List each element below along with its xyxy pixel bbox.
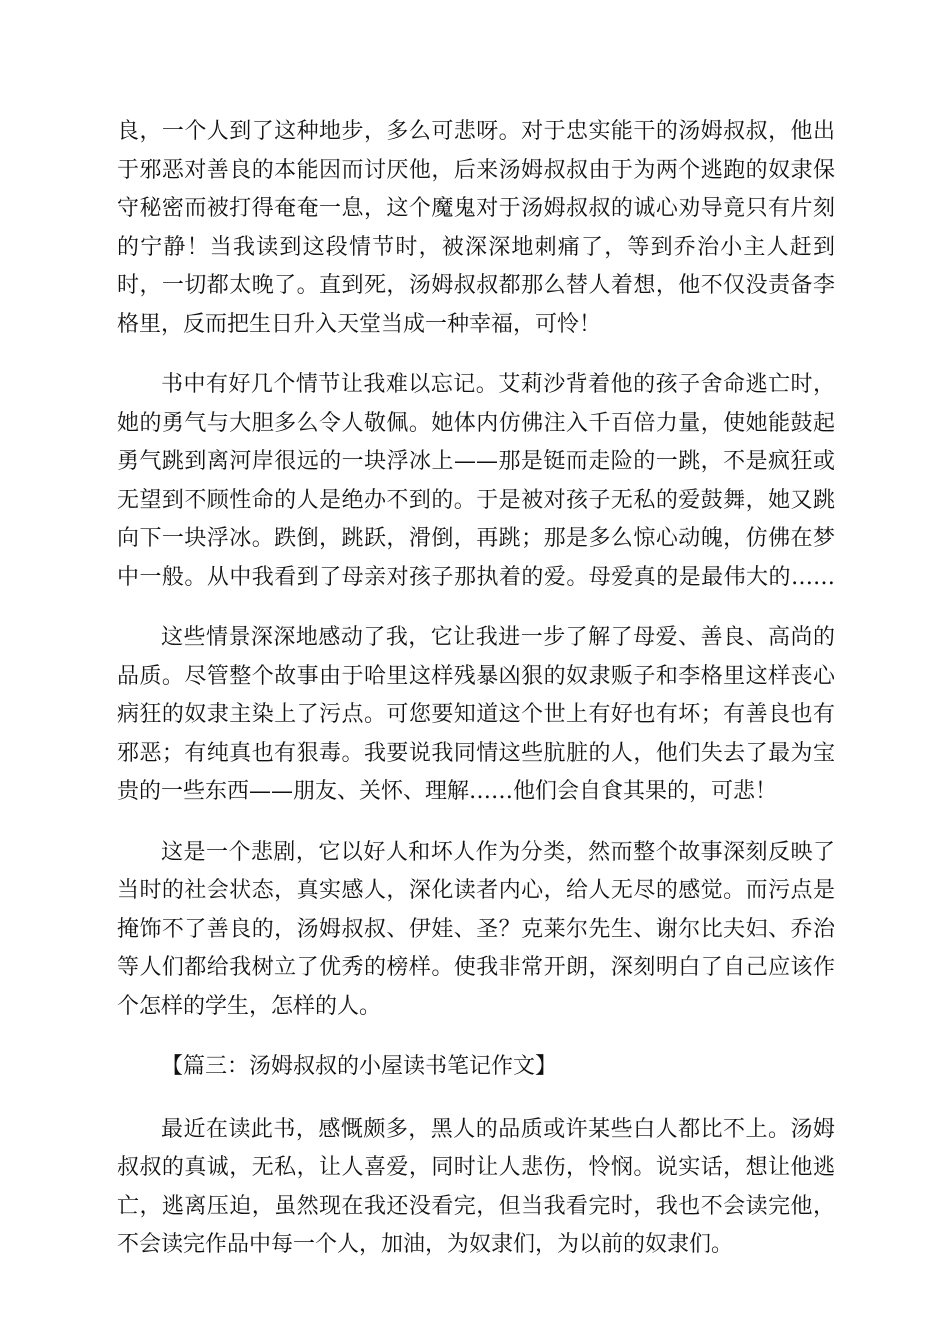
paragraph-line: 向下一块浮冰。跌倒，跳跃，滑倒，再跳；那是多么惊心动魄，仿佛在梦 — [117, 526, 835, 551]
paragraph-line: 的宁静！当我读到这段情节时，被深深地刺痛了，等到乔治小主人赶到 — [117, 234, 835, 260]
paragraph-line: 这些情景深深地感动了我，它让我进一步了解了母爱、善良、高尚的 — [161, 625, 835, 650]
paragraph-2 — [117, 366, 835, 597]
paragraph-line: 等人们都给我树立了优秀的榜样。使我非常开朗，深刻明白了自己应该作 — [117, 955, 835, 980]
paragraph-line: 时，一切都太晚了。直到死，汤姆叔叔都那么替人着想，他不仅没责备李 — [117, 273, 835, 298]
paragraph-line: 最近在读此书，感慨颇多，黑人的品质或许某些白人都比不上。汤姆 — [161, 1116, 835, 1142]
paragraph-line: 这是一个悲剧，它以好人和坏人作为分类，然而整个故事深刻反映了 — [161, 839, 835, 865]
paragraph-line: 贵的一些东西——朋友、关怀、理解……他们会自食其果的，可悲！ — [117, 779, 778, 804]
paragraph-line: 勇气跳到离河岸很远的一块浮冰上——那是铤而走险的一跳，不是疯狂或 — [117, 449, 835, 474]
paragraph-line: 品质。尽管整个故事由于哈里这样残暴凶狠的奴隶贩子和李格里这样丧心 — [117, 663, 835, 689]
paragraph-3 — [117, 619, 835, 812]
paragraph-line: 病狂的奴隶主染上了污点。可您要知道这个世上有好也有坏；有善良也有 — [117, 702, 835, 727]
paragraph-line: 掩饰不了善良的，汤姆叔叔、伊娃、圣？克莱尔先生、谢尔比夫妇、乔治 — [117, 916, 835, 942]
paragraph-5 — [117, 1111, 835, 1265]
paragraph-line: 中一般。从中我看到了母亲对孩子那执着的爱。母爱真的是最伟大的…… — [117, 564, 835, 590]
paragraph-1 — [117, 113, 835, 344]
paragraph-line: 书中有好几个情节让我难以忘记。艾莉沙背着他的孩子舍命逃亡时， — [161, 372, 835, 397]
paragraph-line: 个怎样的学生，怎样的人。 — [117, 993, 382, 1019]
paragraph-4 — [117, 834, 835, 1027]
paragraph-line: 邪恶；有纯真也有狠毒。我要说我同情这些肮脏的人，他们失去了最为宝 — [117, 740, 835, 766]
section-heading: 【篇三：汤姆叔叔的小屋读书笔记作文】 — [161, 1054, 558, 1079]
paragraph-line: 亡，逃离压迫，虽然现在我还没看完，但当我看完时，我也不会读完他， — [117, 1193, 835, 1219]
paragraph-line: 良，一个人到了这种地步，多么可悲呀。对于忠实能干的汤姆叔叔，他出 — [117, 119, 835, 144]
paragraph-line: 叔叔的真诚，无私，让人喜爱，同时让人悲伤，怜悯。说实话，想让他逃 — [117, 1155, 835, 1180]
paragraph-line: 无望到不顾性命的人是绝办不到的。于是被对孩子无私的爱鼓舞，她又跳 — [117, 487, 835, 513]
paragraph-line: 当时的社会状态，真实感人，深化读者内心，给人无尽的感觉。而污点是 — [117, 878, 835, 903]
paragraph-line: 于邪恶对善良的本能因而讨厌他，后来汤姆叔叔由于为两个逃跑的奴隶保 — [117, 157, 835, 183]
paragraph-line: 不会读完作品中每一个人，加油，为奴隶们，为以前的奴隶们。 — [117, 1232, 734, 1257]
paragraph-line: 格里，反而把生日升入天堂当成一种幸福，可怜！ — [117, 311, 602, 337]
document-body — [117, 113, 835, 1287]
paragraph-line: 守秘密而被打得奄奄一息，这个魔鬼对于汤姆叔叔的诚心劝导竟只有片刻 — [117, 196, 835, 221]
paragraph-line: 她的勇气与大胆多么令人敬佩。她体内仿佛注入千百倍力量，使她能鼓起 — [117, 410, 835, 436]
